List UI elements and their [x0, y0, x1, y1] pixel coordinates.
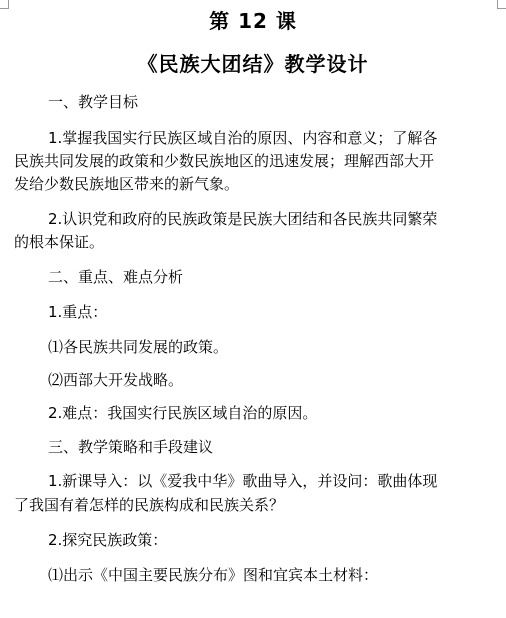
- lesson-number: 第 12 课: [209, 9, 297, 33]
- paragraph-line: 2.认识党和政府的民族政策是民族大团结和各民族共同繁荣: [48, 210, 438, 228]
- document-title: 《民族大团结》教学设计: [137, 52, 369, 76]
- paragraph-line: 民族共同发展的政策和少数民族地区的迅速发展；理解西部大开: [14, 152, 435, 170]
- section-heading-strategies: 三、教学策略和手段建议: [48, 438, 214, 456]
- paragraph-line: ⑴出示《中国主要民族分布》图和宜宾本土材料：: [48, 566, 379, 584]
- paragraph-line: 的根本保证。: [14, 233, 105, 251]
- paragraph-line: 2.探究民族政策：: [48, 531, 168, 549]
- paragraph-line: 1.新课导入：以《爱我中华》歌曲导入，并设问：歌曲体现: [48, 472, 438, 490]
- section-heading-objectives: 一、教学目标: [48, 93, 139, 111]
- paragraph-line: 了我国有着怎样的民族构成和民族关系？: [14, 496, 285, 514]
- paragraph-line: 1.掌握我国实行民族区域自治的原因、内容和意义；了解各: [48, 129, 438, 147]
- section-heading-key-points: 二、重点、难点分析: [48, 268, 184, 286]
- paragraph-line: 1.重点：: [48, 303, 108, 321]
- paragraph-line: 发给少数民族地区带来的新气象。: [14, 175, 240, 193]
- paragraph-line: ⑴各民族共同发展的政策。: [48, 338, 229, 356]
- paragraph-line: ⑵西部大开发战略。: [48, 371, 184, 389]
- paragraph-line: 2.难点：我国实行民族区域自治的原因。: [48, 404, 318, 422]
